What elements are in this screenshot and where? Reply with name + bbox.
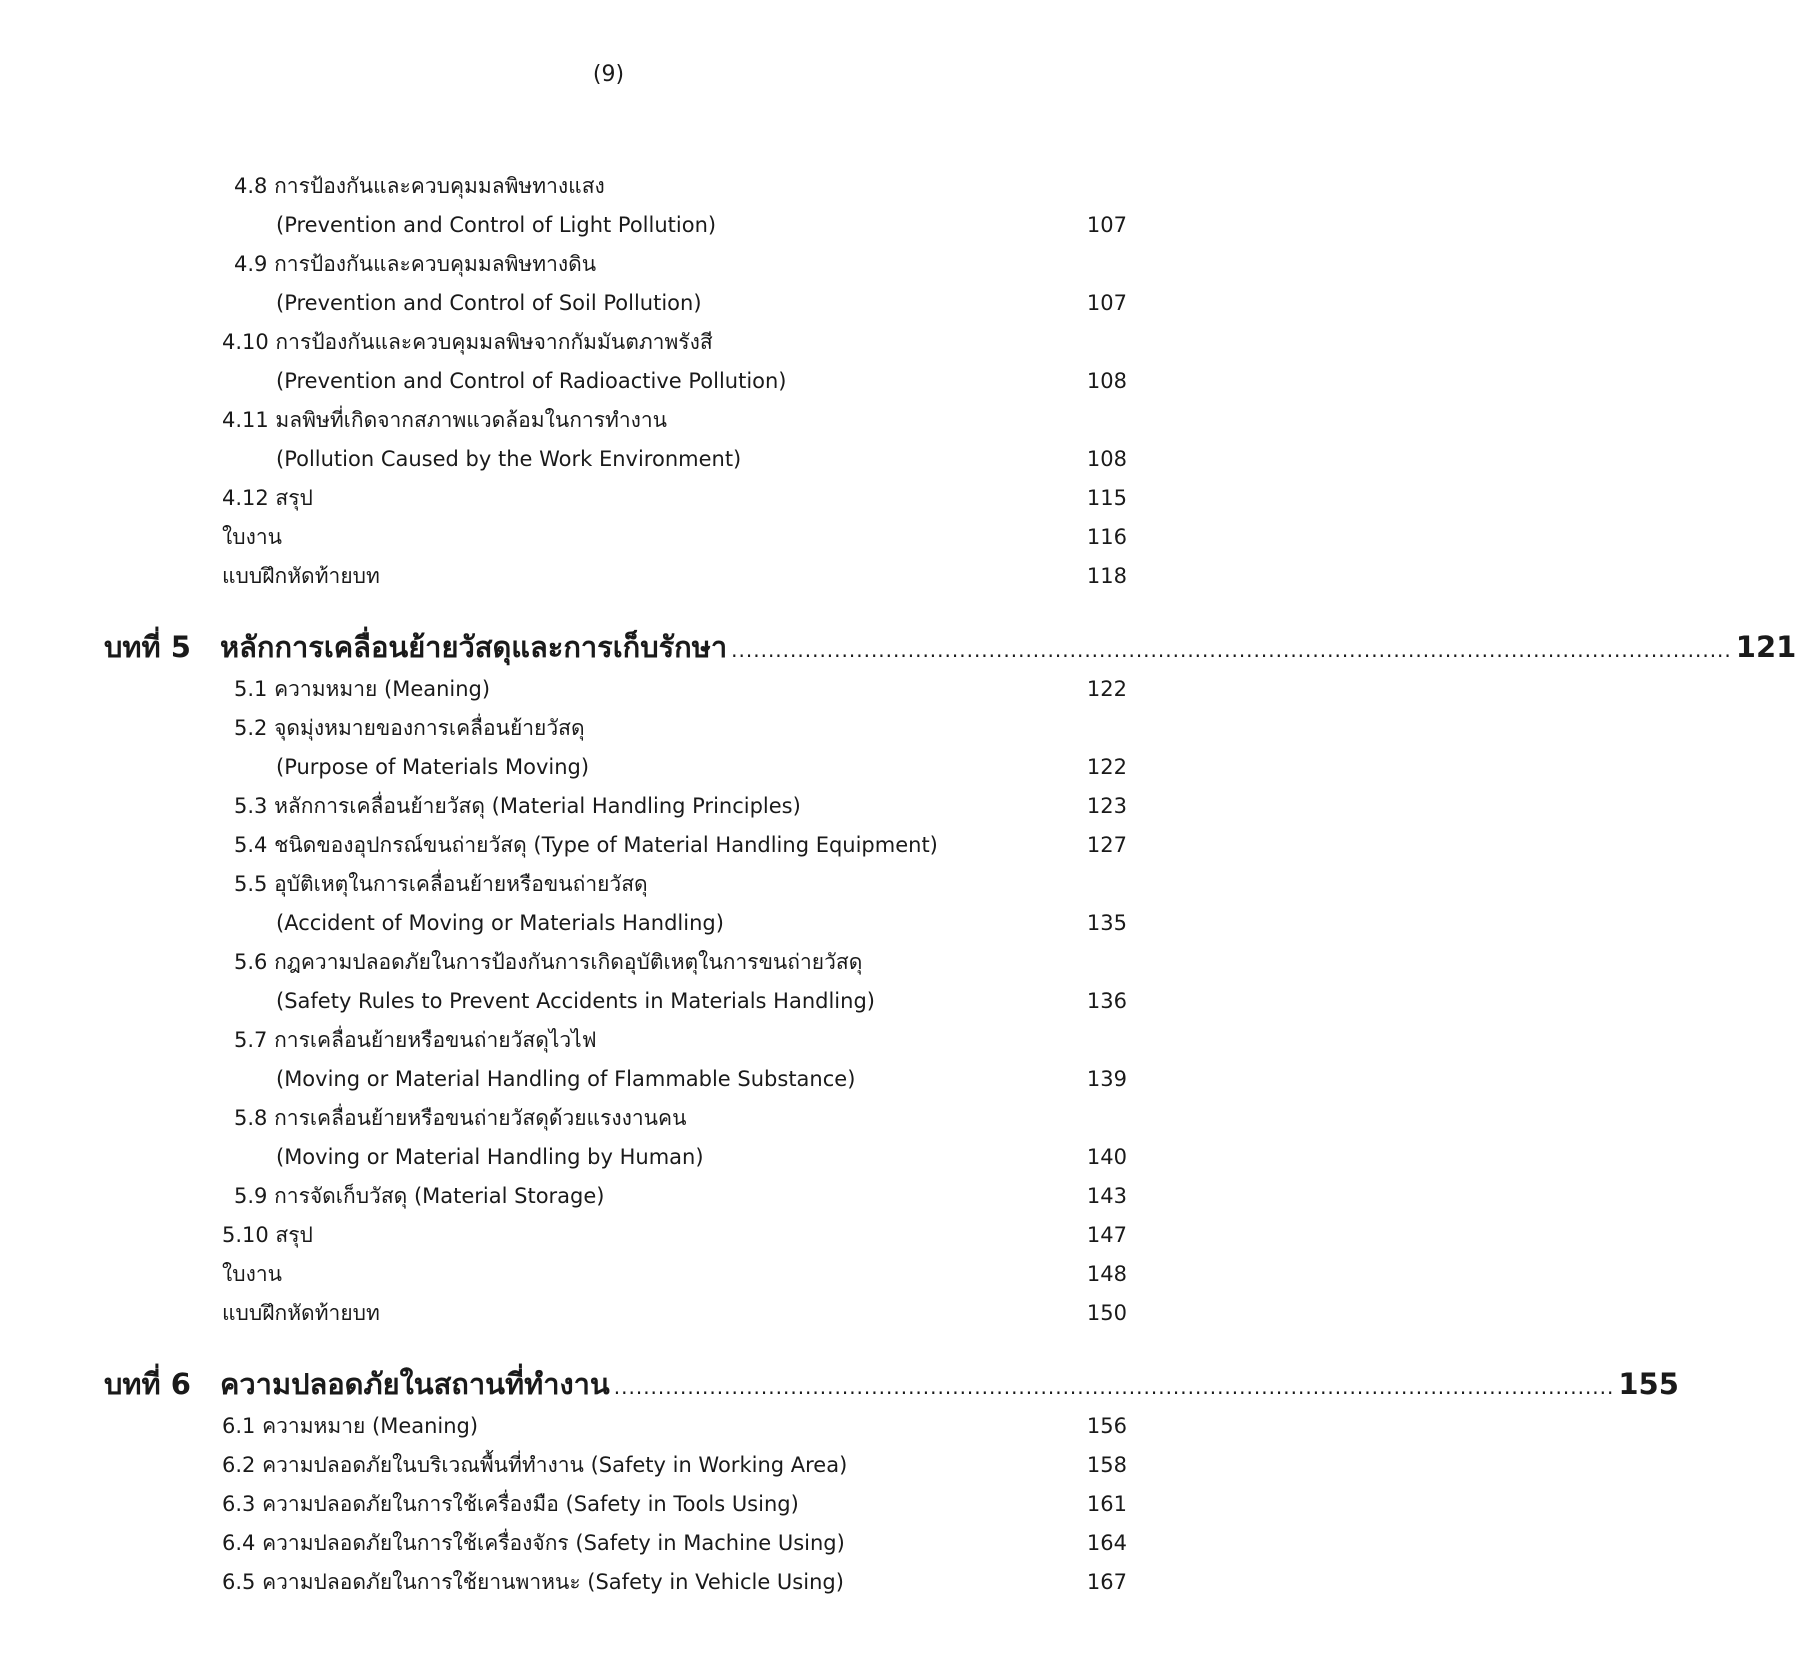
dot-leader: ........................................................................................................................................ [731, 638, 1732, 662]
toc-entry-text: 6.4 ความปลอดภัยในการใช้เครื่องจักร (Safety in Machine Using) [222, 1531, 845, 1555]
toc-entry-text: 5.6 กฎความปลอดภัยในการป้องกันการเกิดอุบัติเหตุในการขนถ่ายวัสดุ [234, 950, 863, 974]
toc-entry-text: แบบฝึกหัดท้ายบท [222, 564, 380, 588]
toc-entry-text: 5.1 ความหมาย (Meaning) [234, 677, 491, 701]
toc-entry-text: (Pollution Caused by the Work Environment) [276, 447, 742, 471]
toc-entry-page: 147 [1086, 1223, 1127, 1247]
toc-entry [0, 1486, 1217, 1522]
dot-leader: ........................................................................................................................................ [613, 1375, 1615, 1399]
toc-entry-page: 122 [1086, 755, 1127, 779]
toc-entry [0, 168, 1217, 204]
toc-entry-text: 6.5 ความปลอดภัยในการใช้ยานพาหนะ (Safety in Vehicle Using) [222, 1570, 844, 1594]
toc-entry-page: 150 [1086, 1301, 1127, 1325]
toc-entry [0, 905, 1217, 941]
chapter-page: 155 [1618, 1367, 1679, 1401]
toc-entry-page: 135 [1086, 911, 1127, 935]
toc-entry [0, 983, 1217, 1019]
toc-entry-page: 108 [1086, 447, 1127, 471]
toc-entry [0, 558, 1217, 594]
toc-entry-text: (Moving or Material Handling by Human) [276, 1145, 704, 1169]
toc-entry-page: 116 [1086, 525, 1127, 549]
chapter-heading-5 [0, 624, 1796, 670]
toc-entry [0, 363, 1217, 399]
toc-entry [0, 866, 1217, 902]
toc-entry-text: (Moving or Material Handling of Flammable Substance) [276, 1067, 856, 1091]
toc-entry-page: 148 [1086, 1262, 1127, 1286]
toc-entry-page: 140 [1086, 1145, 1127, 1169]
toc-entry-page: 139 [1086, 1067, 1127, 1091]
toc-entry [0, 1564, 1217, 1600]
toc-entry-text: 4.8 การป้องกันและควบคุมมลพิษทางแสง [234, 174, 605, 198]
toc-entry-page: 158 [1086, 1453, 1127, 1477]
toc-entry [0, 671, 1217, 707]
toc-entry-text: (Accident of Moving or Materials Handling) [276, 911, 724, 935]
page-number: (9) [592, 62, 625, 87]
toc-entry [0, 1022, 1217, 1058]
toc-entry [0, 480, 1217, 516]
toc-entry-text: 5.9 การจัดเก็บวัสดุ (Material Storage) [234, 1184, 605, 1208]
toc-entry-page: 107 [1086, 291, 1127, 315]
chapter-title: ความปลอดภัยในสถานที่ทำงาน [220, 1367, 610, 1401]
toc-entry-text: 5.4 ชนิดของอุปกรณ์ขนถ่ายวัสดุ (Type of Material Handling Equipment) [234, 833, 938, 857]
toc-entry [0, 402, 1217, 438]
toc-entry-page: 136 [1086, 989, 1127, 1013]
toc-entry-text: 5.8 การเคลื่อนย้ายหรือขนถ่ายวัสดุด้วยแรงงานคน [234, 1106, 687, 1130]
chapter-heading-6 [0, 1361, 1679, 1407]
toc-entry-text: 4.11 มลพิษที่เกิดจากสภาพแวดล้อมในการทำงาน [222, 408, 668, 432]
toc-entry-page: 167 [1086, 1570, 1127, 1594]
toc-entry-text: แบบฝึกหัดท้ายบท [222, 1301, 380, 1325]
toc-entry [0, 324, 1217, 360]
toc-entry [0, 1217, 1217, 1253]
toc-entry-page: 161 [1086, 1492, 1127, 1516]
toc-entry [0, 519, 1217, 555]
toc-entry [0, 827, 1217, 863]
toc-entry-text: 5.7 การเคลื่อนย้ายหรือขนถ่ายวัสดุไวไฟ [234, 1028, 597, 1052]
toc-entry-page: 127 [1086, 833, 1127, 857]
toc-entry-text: 4.10 การป้องกันและควบคุมมลพิษจากกัมมันตภาพรังสี [222, 330, 713, 354]
toc-entry [0, 1256, 1217, 1292]
toc-entry-text: (Prevention and Control of Radioactive Pollution) [276, 369, 787, 393]
toc-entry-page: 156 [1086, 1414, 1127, 1438]
toc-entry-page: 107 [1086, 213, 1127, 237]
toc-entry-text: (Prevention and Control of Soil Pollution) [276, 291, 702, 315]
toc-entry-text: ใบงาน [222, 1262, 282, 1286]
chapter-label: บทที่ 6 [104, 1367, 191, 1401]
toc-entry-text: 4.9 การป้องกันและควบคุมมลพิษทางดิน [234, 252, 597, 276]
toc-entry [0, 710, 1217, 746]
toc-entry [0, 1061, 1217, 1097]
chapter-page: 121 [1735, 630, 1796, 664]
toc-entry-page: 118 [1086, 564, 1127, 588]
toc-entry [0, 788, 1217, 824]
toc-entry-page: 164 [1086, 1531, 1127, 1555]
chapter-label: บทที่ 5 [104, 630, 191, 664]
toc-entry [0, 1447, 1217, 1483]
toc-entry-text: 5.5 อุบัติเหตุในการเคลื่อนย้ายหรือขนถ่ายวัสดุ [234, 872, 648, 896]
toc-entry [0, 285, 1217, 321]
toc-entry [0, 1178, 1217, 1214]
toc-entry [0, 207, 1217, 243]
toc-entry-text: 4.12 สรุป [222, 486, 313, 510]
toc-entry-text: 5.3 หลักการเคลื่อนย้ายวัสดุ (Material Handling Principles) [234, 794, 801, 818]
toc-entry [0, 749, 1217, 785]
toc-entry-text: (Safety Rules to Prevent Accidents in Materials Handling) [276, 989, 875, 1013]
toc-entry-text: 5.10 สรุป [222, 1223, 313, 1247]
toc-entry-page: 143 [1086, 1184, 1127, 1208]
toc-entry [0, 1100, 1217, 1136]
toc-entry-text: ใบงาน [222, 525, 282, 549]
toc-entry-page: 123 [1086, 794, 1127, 818]
toc-entry [0, 246, 1217, 282]
toc-entry [0, 441, 1217, 477]
chapter-title: หลักการเคลื่อนย้ายวัสดุและการเก็บรักษา [220, 630, 728, 664]
toc-entry [0, 1408, 1217, 1444]
toc-entry-text: 6.2 ความปลอดภัยในบริเวณพื้นที่ทำงาน (Safety in Working Area) [222, 1453, 848, 1477]
toc-entry-text: 6.3 ความปลอดภัยในการใช้เครื่องมือ (Safety in Tools Using) [222, 1492, 799, 1516]
toc-entry [0, 1139, 1217, 1175]
toc-entry-page: 108 [1086, 369, 1127, 393]
toc-entry-page: 115 [1086, 486, 1127, 510]
toc-entry-page: 122 [1086, 677, 1127, 701]
toc-entry-text: (Purpose of Materials Moving) [276, 755, 590, 779]
toc-entry [0, 1295, 1217, 1331]
toc-entry [0, 944, 1217, 980]
toc-entry-text: (Prevention and Control of Light Pollution) [276, 213, 717, 237]
toc-entry-text: 6.1 ความหมาย (Meaning) [222, 1414, 479, 1438]
toc-entry [0, 1525, 1217, 1561]
toc-entry-text: 5.2 จุดมุ่งหมายของการเคลื่อนย้ายวัสดุ [234, 716, 585, 740]
